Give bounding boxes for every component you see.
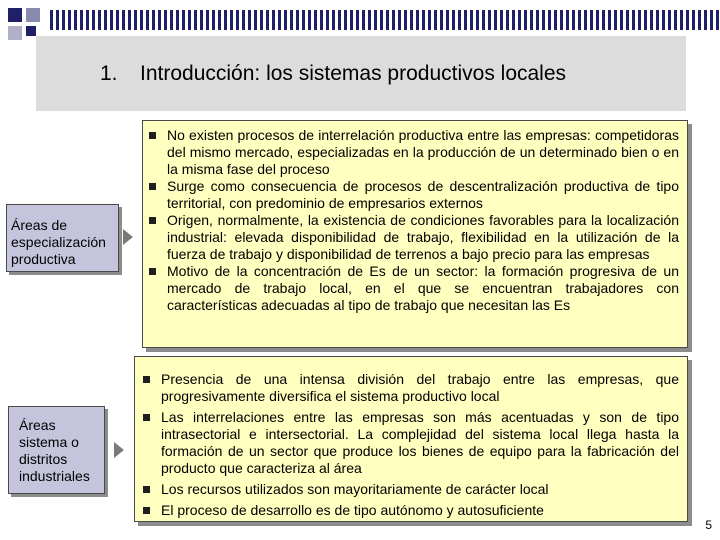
bullet-icon bbox=[143, 486, 150, 493]
section-content-box bbox=[134, 356, 688, 522]
bullet-icon bbox=[143, 376, 150, 383]
title-number: 1. bbox=[100, 62, 118, 85]
section-content-box bbox=[142, 120, 688, 348]
bullet-icon bbox=[149, 217, 156, 224]
corner-square-decoration bbox=[26, 26, 36, 36]
bullet-list bbox=[141, 371, 679, 519]
list-item: Surge como consecuencia de procesos de descentralización productiva de tipo territorial, con predominio de empresarios externos bbox=[147, 178, 679, 212]
list-item: Las interrelaciones entre las empresas son más acentuadas y son de tipo intrasectorial e intersectorial. La complejidad del sistema local llega hasta la formación de un sector que produce los bienes de equipo para la fabricación del producto que caracteriza al área bbox=[141, 409, 679, 477]
page-number: 5 bbox=[705, 518, 712, 532]
list-item: Motivo de la concentración de Es de un sector: la formación progresiva de un mercado de trabajo local, en el que se encuentran trabajadores con características adecuadas al tipo de trabajo que necesitan las Es bbox=[147, 263, 679, 314]
corner-square-decoration bbox=[8, 26, 22, 40]
bullet-icon bbox=[143, 507, 150, 514]
page-title: Introducción: los sistemas productivos locales bbox=[140, 62, 567, 85]
corner-square-decoration bbox=[26, 8, 40, 22]
list-item: Presencia de una intensa división del trabajo entre las empresas, que progresivamente diversifica el sistema productivo local bbox=[141, 371, 679, 405]
section-label-box bbox=[8, 406, 105, 494]
arrow-right-icon bbox=[112, 441, 126, 459]
bullet-icon bbox=[149, 132, 156, 139]
list-item: Los recursos utilizados son mayoritariamente de carácter local bbox=[141, 481, 679, 498]
section-label-box bbox=[6, 204, 119, 272]
list-item: Origen, normalmente, la existencia de condiciones favorables para la localización industrial: elevada disponibilidad de trabajo, flexibilidad en la utilización de la fuerza de trabajo y disponibilidad de terrenos a bajo precio para las empresas bbox=[147, 212, 679, 263]
corner-square-decoration bbox=[8, 8, 22, 22]
list-item: No existen procesos de interrelación productiva entre las empresas: competidoras del mismo mercado, especializadas en la producción de un determinado bien o en la misma fase del proceso bbox=[147, 127, 679, 178]
header-stripe-decoration bbox=[50, 10, 720, 30]
bullet-icon bbox=[143, 414, 150, 421]
bullet-icon bbox=[149, 268, 156, 275]
bullet-icon bbox=[149, 183, 156, 190]
section-label: Áreas sistema o distritos industriales bbox=[19, 417, 90, 484]
bullet-list bbox=[147, 127, 679, 314]
section-label: Áreas de especialización productiva bbox=[11, 217, 106, 267]
arrow-right-icon bbox=[121, 228, 135, 246]
list-item: El proceso de desarrollo es de tipo autónomo y autosuficiente bbox=[141, 502, 679, 519]
